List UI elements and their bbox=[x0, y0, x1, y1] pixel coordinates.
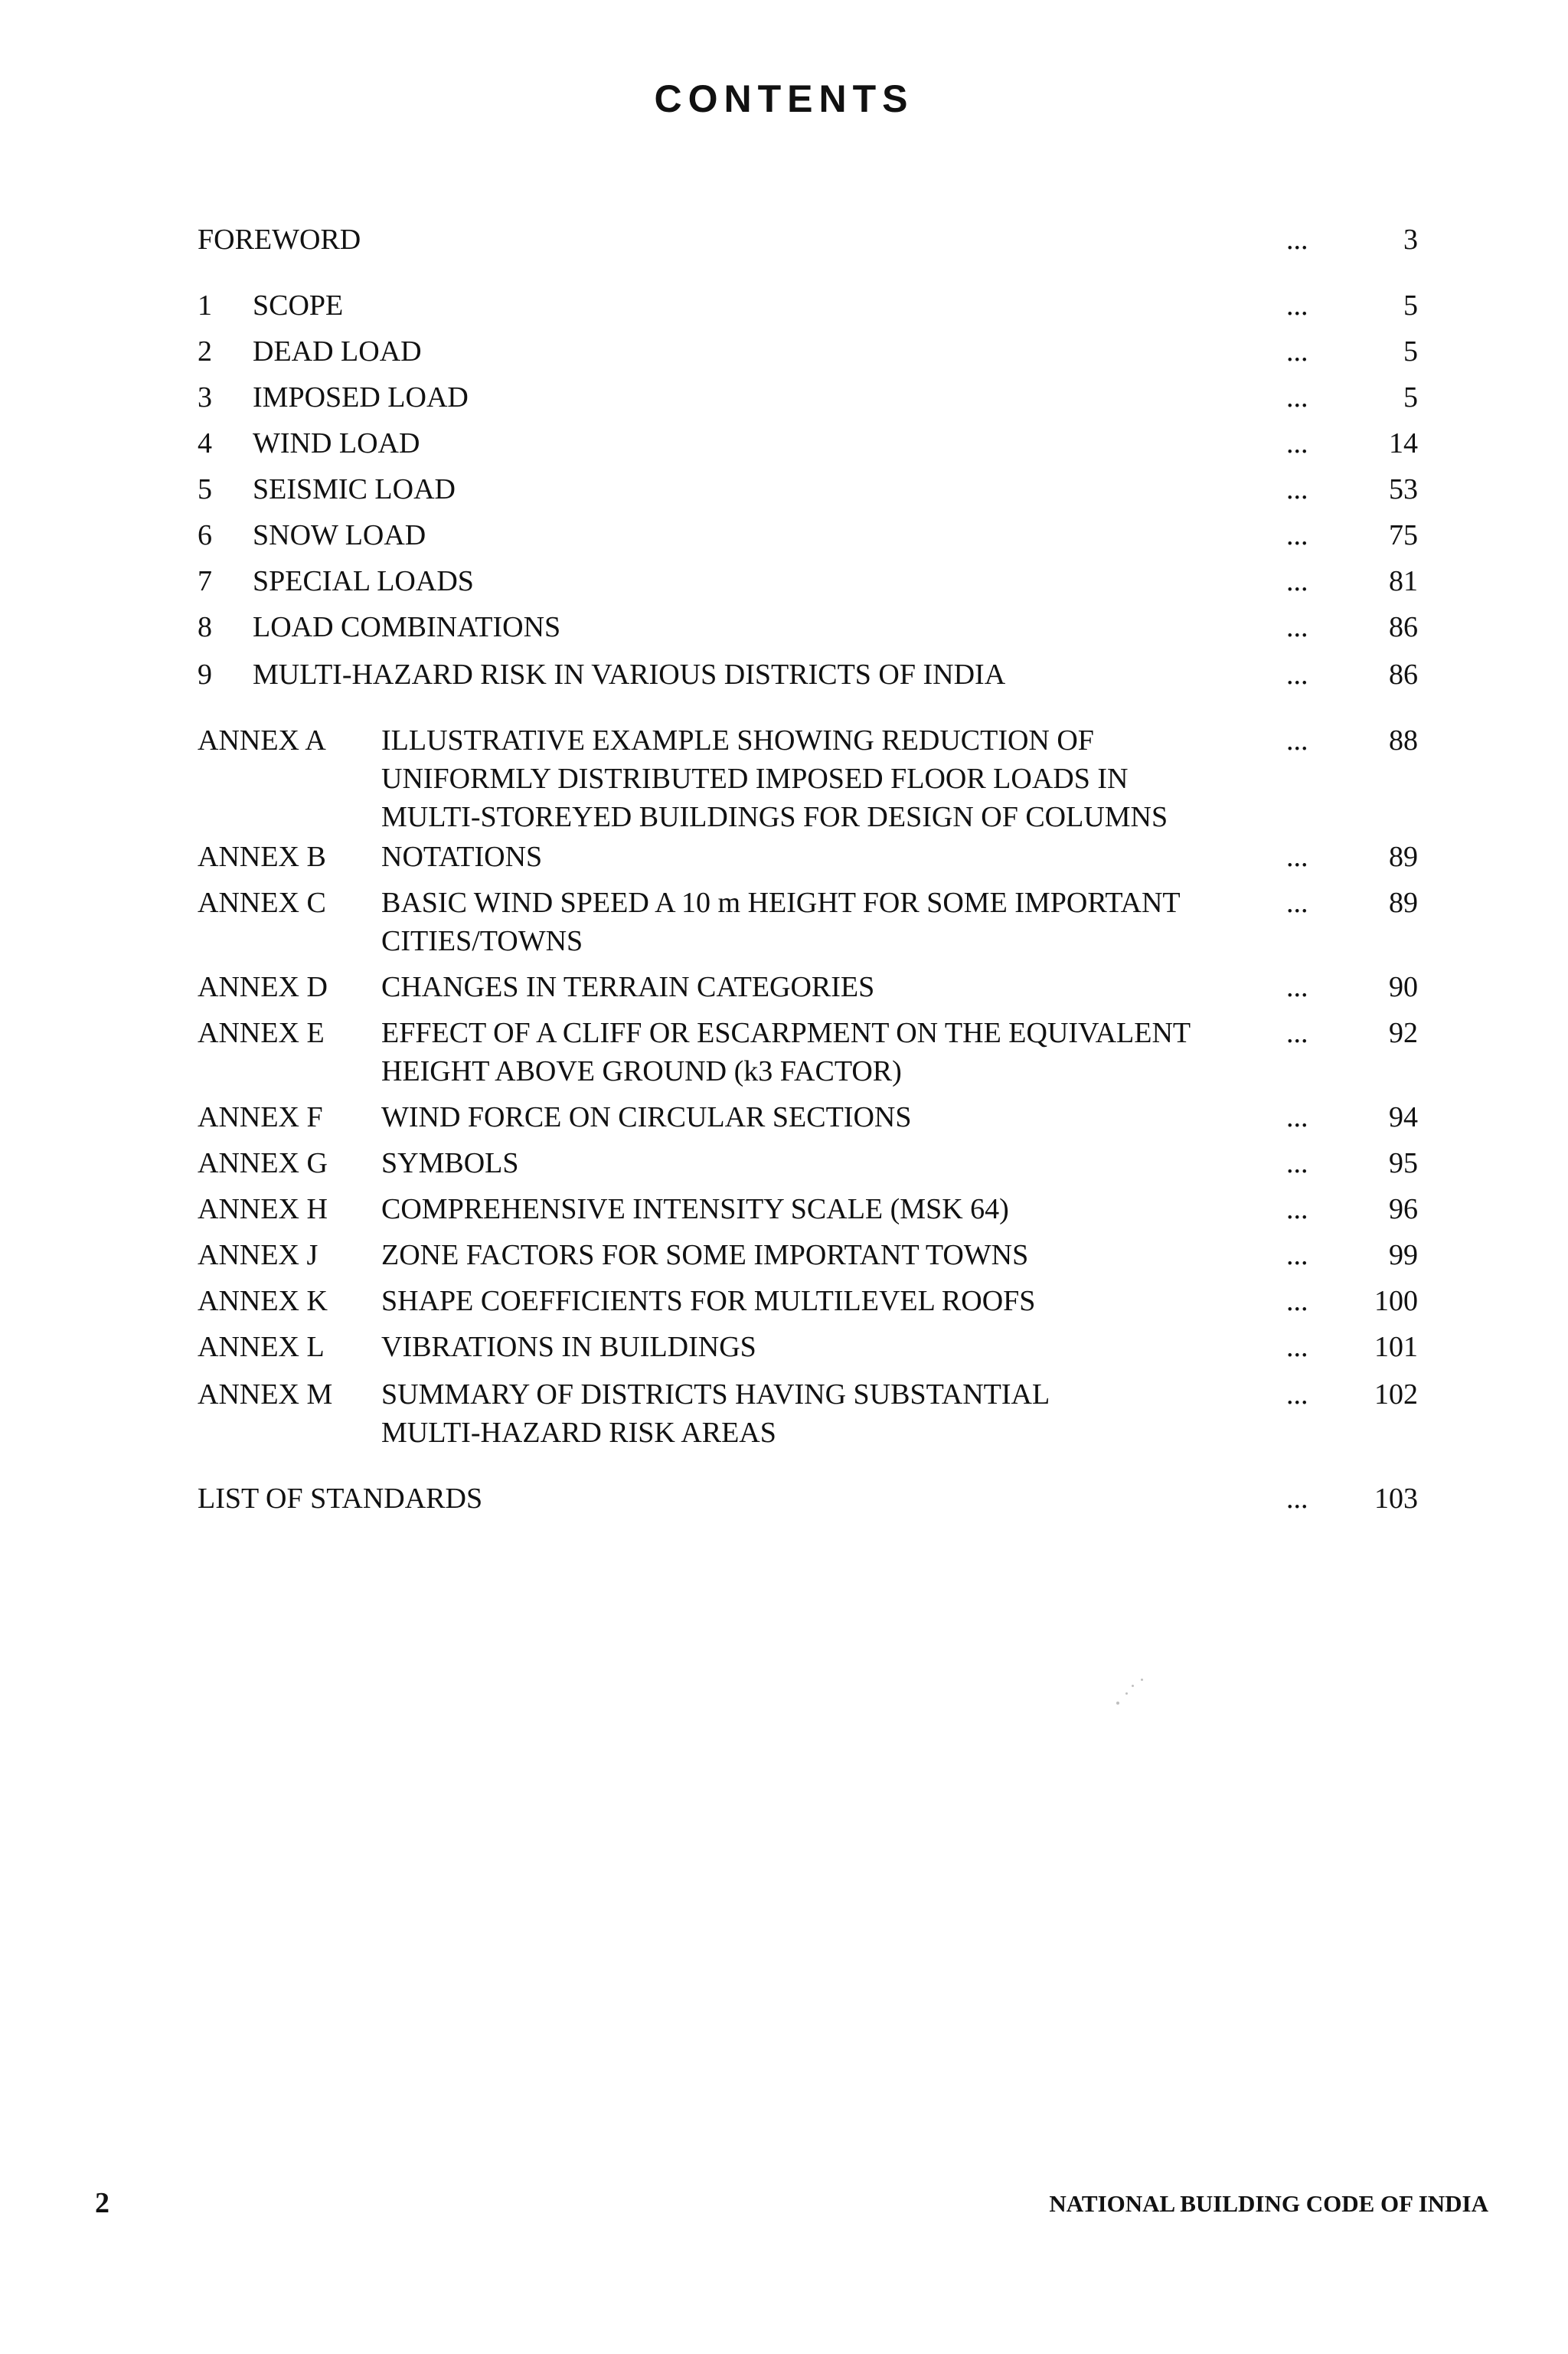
entry-page: 90 bbox=[1389, 971, 1418, 1003]
page-title: CONTENTS bbox=[654, 77, 914, 120]
entry-title: LIST OF STANDARDS bbox=[198, 1483, 483, 1515]
annex-label: ANNEX G bbox=[198, 1147, 328, 1179]
leader-dots: ... bbox=[1286, 427, 1308, 459]
leader-dots: ... bbox=[1286, 381, 1308, 414]
leader-dots: ... bbox=[1286, 659, 1308, 691]
entry-page: 5 bbox=[1403, 335, 1418, 368]
running-footer: NATIONAL BUILDING CODE OF INDIA bbox=[1049, 2190, 1488, 2217]
leader-dots: ... bbox=[1286, 1017, 1308, 1049]
leader-dots: ... bbox=[1286, 1147, 1308, 1179]
entry-page: 14 bbox=[1389, 427, 1418, 459]
section-title: SNOW LOAD bbox=[253, 519, 426, 551]
section-number: 8 bbox=[198, 611, 212, 643]
leader-dots: ... bbox=[1286, 473, 1308, 505]
leader-dots: ... bbox=[1286, 1285, 1308, 1317]
section-title: DEAD LOAD bbox=[253, 335, 422, 368]
entry-page: 92 bbox=[1389, 1017, 1418, 1049]
section-number: 4 bbox=[198, 427, 212, 459]
entry-page: 5 bbox=[1403, 289, 1418, 322]
annex-title-line: SYMBOLS bbox=[381, 1147, 519, 1179]
leader-dots: ... bbox=[1286, 1331, 1308, 1363]
leader-dots: ... bbox=[1286, 1483, 1308, 1515]
entry-page: 96 bbox=[1389, 1193, 1418, 1225]
annex-label: ANNEX E bbox=[198, 1017, 325, 1049]
entry-title: FOREWORD bbox=[198, 224, 361, 256]
scan-speck bbox=[1116, 1702, 1119, 1705]
annex-title-line: ILLUSTRATIVE EXAMPLE SHOWING REDUCTION OF bbox=[381, 724, 1094, 757]
entry-page: 81 bbox=[1389, 565, 1418, 597]
annex-title-line: HEIGHT ABOVE GROUND (k3 FACTOR) bbox=[381, 1055, 902, 1087]
annex-label: ANNEX A bbox=[198, 724, 326, 757]
section-title: IMPOSED LOAD bbox=[253, 381, 469, 414]
annex-title-line: VIBRATIONS IN BUILDINGS bbox=[381, 1331, 756, 1363]
leader-dots: ... bbox=[1286, 1378, 1308, 1411]
entry-page: 94 bbox=[1389, 1101, 1418, 1133]
annex-title-line: CITIES/TOWNS bbox=[381, 925, 583, 957]
entry-page: 100 bbox=[1374, 1285, 1418, 1317]
entry-page: 75 bbox=[1389, 519, 1418, 551]
entry-page: 88 bbox=[1389, 724, 1418, 757]
scan-speck bbox=[1141, 1679, 1143, 1681]
entry-page: 89 bbox=[1389, 841, 1418, 873]
entry-page: 103 bbox=[1374, 1483, 1418, 1515]
section-number: 3 bbox=[198, 381, 212, 414]
entry-page: 86 bbox=[1389, 611, 1418, 643]
section-number: 6 bbox=[198, 519, 212, 551]
page-number: 2 bbox=[95, 2187, 109, 2219]
section-title: SCOPE bbox=[253, 289, 344, 322]
entry-page: 89 bbox=[1389, 887, 1418, 919]
annex-title-line: WIND FORCE ON CIRCULAR SECTIONS bbox=[381, 1101, 912, 1133]
annex-label: ANNEX J bbox=[198, 1239, 318, 1271]
entry-page: 86 bbox=[1389, 659, 1418, 691]
leader-dots: ... bbox=[1286, 1193, 1308, 1225]
annex-label: ANNEX M bbox=[198, 1378, 333, 1411]
leader-dots: ... bbox=[1286, 1239, 1308, 1271]
annex-title-line: ZONE FACTORS FOR SOME IMPORTANT TOWNS bbox=[381, 1239, 1029, 1271]
section-title: WIND LOAD bbox=[253, 427, 420, 459]
section-title: LOAD COMBINATIONS bbox=[253, 611, 561, 643]
section-number: 2 bbox=[198, 335, 212, 368]
scan-speck bbox=[1125, 1692, 1128, 1695]
section-number: 9 bbox=[198, 659, 212, 691]
annex-title-line: CHANGES IN TERRAIN CATEGORIES bbox=[381, 971, 875, 1003]
leader-dots: ... bbox=[1286, 519, 1308, 551]
annex-title-line: BASIC WIND SPEED A 10 m HEIGHT FOR SOME IMPORTANT bbox=[381, 887, 1181, 919]
annex-label: ANNEX L bbox=[198, 1331, 325, 1363]
annex-title-line: EFFECT OF A CLIFF OR ESCARPMENT ON THE EQUIVALENT bbox=[381, 1017, 1191, 1049]
leader-dots: ... bbox=[1286, 724, 1308, 757]
section-title: MULTI-HAZARD RISK IN VARIOUS DISTRICTS OF INDIA bbox=[253, 659, 1006, 691]
section-number: 5 bbox=[198, 473, 212, 505]
annex-label: ANNEX C bbox=[198, 887, 326, 919]
leader-dots: ... bbox=[1286, 887, 1308, 919]
leader-dots: ... bbox=[1286, 289, 1308, 322]
leader-dots: ... bbox=[1286, 611, 1308, 643]
annex-title-line: SHAPE COEFFICIENTS FOR MULTILEVEL ROOFS bbox=[381, 1285, 1036, 1317]
section-number: 7 bbox=[198, 565, 212, 597]
entry-page: 101 bbox=[1374, 1331, 1418, 1363]
leader-dots: ... bbox=[1286, 971, 1308, 1003]
scan-speck bbox=[1132, 1685, 1134, 1687]
entry-page: 3 bbox=[1403, 224, 1418, 256]
annex-label: ANNEX H bbox=[198, 1193, 328, 1225]
annex-title-line: NOTATIONS bbox=[381, 841, 543, 873]
section-title: SPECIAL LOADS bbox=[253, 565, 474, 597]
annex-label: ANNEX F bbox=[198, 1101, 323, 1133]
entry-page: 5 bbox=[1403, 381, 1418, 414]
annex-title-line: COMPREHENSIVE INTENSITY SCALE (MSK 64) bbox=[381, 1193, 1009, 1225]
annex-title-line: SUMMARY OF DISTRICTS HAVING SUBSTANTIAL bbox=[381, 1378, 1050, 1411]
annex-title-line: MULTI-HAZARD RISK AREAS bbox=[381, 1417, 776, 1449]
entry-page: 99 bbox=[1389, 1239, 1418, 1271]
section-number: 1 bbox=[198, 289, 212, 322]
entry-page: 53 bbox=[1389, 473, 1418, 505]
leader-dots: ... bbox=[1286, 565, 1308, 597]
entry-page: 102 bbox=[1374, 1378, 1418, 1411]
leader-dots: ... bbox=[1286, 335, 1308, 368]
annex-label: ANNEX K bbox=[198, 1285, 328, 1317]
annex-label: ANNEX D bbox=[198, 971, 328, 1003]
leader-dots: ... bbox=[1286, 224, 1308, 256]
annex-title-line: MULTI-STOREYED BUILDINGS FOR DESIGN OF COLUMNS bbox=[381, 801, 1168, 833]
annex-label: ANNEX B bbox=[198, 841, 326, 873]
leader-dots: ... bbox=[1286, 1101, 1308, 1133]
leader-dots: ... bbox=[1286, 841, 1308, 873]
entry-page: 95 bbox=[1389, 1147, 1418, 1179]
annex-title-line: UNIFORMLY DISTRIBUTED IMPOSED FLOOR LOADS IN bbox=[381, 763, 1129, 795]
section-title: SEISMIC LOAD bbox=[253, 473, 456, 505]
